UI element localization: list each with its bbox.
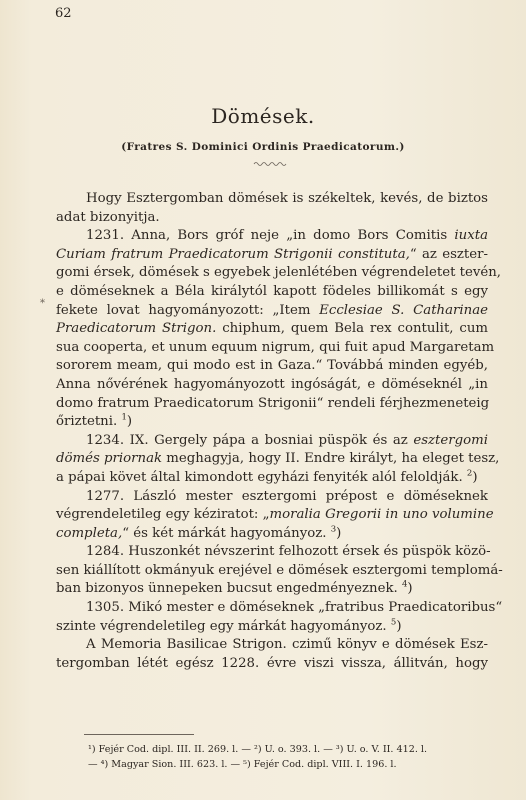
footnote-ref: 5 — [390, 617, 397, 628]
text-line: Hogy Esztergomban dömések is székeltek, kevés, de biztos — [86, 191, 488, 206]
text-line: dömés priornak meghagyja, hogy II. Endre királyt, ha eleget tesz, — [56, 451, 500, 467]
footnotes — [88, 742, 488, 772]
text-line: Anna nővérének hagyományozott ingóságát, e döméseknél „in — [56, 376, 488, 392]
paragraph — [56, 599, 503, 636]
paragraph — [56, 543, 503, 599]
text-line: 1231. Anna, Bors gróf neje „in domo Bors Comitis iuxta — [86, 228, 488, 244]
text-line: adat bizonyitja. — [56, 209, 160, 225]
text-line: fekete lovat hagyományozott: „Item Ecclesiae S. Catharinae — [56, 302, 488, 318]
chapter-subtitle: (Fratres S. Dominici Ordinis Praedicatorum.) — [121, 141, 405, 153]
text-line: sororem meam, qui modo est in Gaza.“ Továbbá minden egyéb, — [56, 358, 488, 374]
text-line: 1284. Huszonkét névszerint felhozott érsek és püspök közö- — [86, 544, 491, 560]
footnote-ref: 2 — [466, 468, 473, 479]
text-line: Praedicatorum Strigon. chiphum, quem Bela rex contulit, cum — [56, 321, 488, 337]
ornament-divider-icon — [253, 161, 287, 167]
text-line: 1277. László mester esztergomi prépost e döméseknek — [86, 488, 488, 504]
footnote-ref: 1 — [121, 412, 127, 423]
footnote-divider — [84, 734, 194, 735]
text-line: A Memoria Basilicae Strigon. czimű könyv e dömések Esz- — [86, 637, 488, 653]
paragraph — [56, 636, 488, 673]
margin-mark: * — [40, 298, 45, 309]
text-line: domo fratrum Praedicatorum Strigonii“ rendeli férjhezmeneteig — [56, 395, 490, 411]
text-line: tergomban létét egész 1228. évre viszi vissza, állitván, hogy — [56, 655, 488, 671]
text-line: szinte végrendeletileg egy márkát hagyományoz. $^5$) — [56, 617, 402, 634]
text-line: ban bizonyos ünnepeken bucsut engedményeznek. $^4$) — [56, 580, 413, 597]
text-line: 1305. Mikó mester e döméseknek „fratribus Praedicatoribus“ — [86, 600, 503, 616]
text-line: gomi érsek, dömések s egyebek jelenlétében végrendeletet tevén, — [56, 265, 502, 281]
chapter-title: Dömések. — [211, 104, 315, 128]
page-number: 62 — [55, 6, 72, 21]
footnote-line: ¹) Fejér Cod. dipl. III. II. 269. l. — ²) U. o. 393. l. — ³) U. o. V. II. 412. l. — [88, 744, 428, 755]
paragraph — [56, 190, 488, 227]
text-line: végrendeletileg egy kéziratot: „moralia Gregorii in uno volumine — [56, 507, 494, 523]
footnote-line: — ⁴) Magyar Sion. III. 623. l. — ⁵) Fejér Cod. dipl. VIII. I. 196. l. — [88, 759, 397, 770]
text-line: e döméseknek a Béla királytól kapott födeles billikomát s egy — [56, 283, 488, 299]
footnote-ref: 3 — [330, 524, 337, 535]
body-text — [56, 190, 503, 673]
text-line: completa,“ és két márkát hagyományoz. $^3$) — [56, 524, 342, 541]
paragraph — [56, 432, 500, 488]
paragraph — [56, 488, 494, 544]
text-line: 1234. IX. Gergely pápa a bosniai püspök és az esztergomi — [86, 432, 488, 448]
text-line: őriztetni. $^1$) — [56, 412, 133, 430]
text-line: sen kiállított okmányuk erejével e dömések esztergomi templomá- — [56, 562, 503, 578]
paragraph — [56, 227, 502, 432]
text-line: sua cooperta, et unum equum nigrum, qui fuit apud Margaretam — [56, 339, 495, 355]
text-line: a pápai követ által kimondott egyházi fenyiték alól feloldják. $^2$) — [56, 468, 478, 485]
text-line: Curiam fratrum Praedicatorum Strigonii constituta,“ az eszter- — [56, 246, 488, 262]
footnote-ref: 4 — [401, 580, 408, 591]
